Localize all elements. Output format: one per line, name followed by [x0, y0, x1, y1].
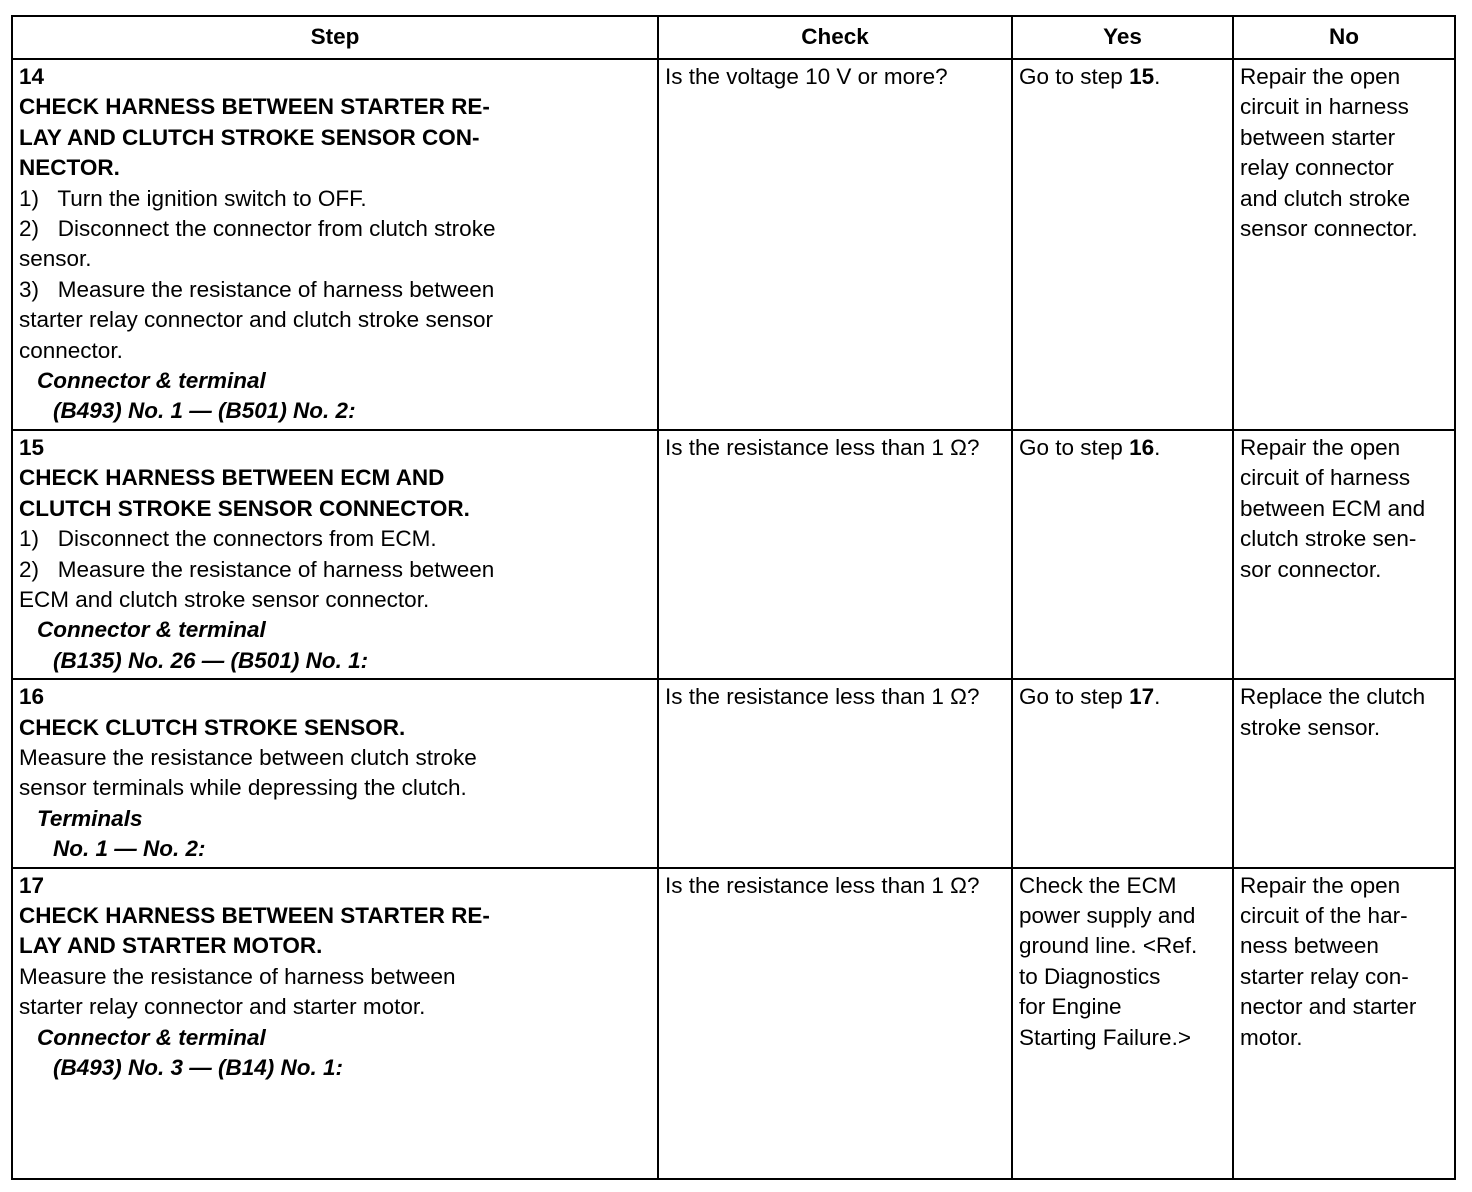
step-body [19, 713, 536, 865]
step-instruction-line: sensor terminals while depressing the clutch. [19, 775, 467, 801]
no-line: circuit in harness [1240, 94, 1409, 120]
step-title-line: LAY AND CLUTCH STROKE SENSOR CON- [19, 124, 480, 150]
no-line: between starter [1240, 124, 1396, 150]
spec-value: (B493) No. 1 — (B501) No. 2: [53, 398, 356, 424]
step-cell [12, 868, 658, 1179]
no-cell [1233, 679, 1455, 867]
step-instruction-line: Measure the resistance between clutch stroke [19, 744, 477, 770]
step-instruction-line: 3) Measure the resistance of harness between [19, 276, 495, 302]
no-line: motor. [1240, 1024, 1303, 1050]
yes-period: . [1154, 64, 1161, 89]
step-number: 16 [19, 684, 45, 710]
yes-text: Go to step [1019, 684, 1130, 710]
step-body [19, 901, 536, 1083]
header-no: No [1233, 16, 1455, 59]
step-title-line: CHECK HARNESS BETWEEN STARTER RE- [19, 94, 490, 120]
no-line: Repair the open [1240, 64, 1401, 89]
no-line: ness between [1240, 933, 1379, 959]
step-title-line: CHECK HARNESS BETWEEN STARTER RE- [19, 902, 490, 928]
no-cell [1233, 430, 1455, 679]
yes-cell [1012, 59, 1233, 430]
yes-cell [1012, 868, 1233, 1179]
yes-line: Check the ECM [1019, 872, 1177, 898]
yes-line: power supply and [1019, 902, 1196, 928]
yes-line: to Diagnostics [1019, 963, 1161, 989]
spec-value: No. 1 — No. 2: [53, 836, 206, 862]
no-line: clutch stroke sen- [1240, 526, 1417, 552]
spec-label: Connector & terminal [37, 1024, 266, 1050]
yes-period: . [1154, 684, 1161, 710]
no-line: stroke sensor. [1240, 714, 1381, 740]
no-line: nector and starter [1240, 994, 1417, 1020]
step-instruction-line: starter relay connector and clutch stroke sensor [19, 307, 493, 333]
spec-label: Terminals [37, 805, 143, 831]
header-yes: Yes [1012, 16, 1233, 59]
check-cell: Is the resistance less than 1 Ω? [658, 868, 1012, 1179]
no-cell [1233, 868, 1455, 1179]
yes-line: ground line. <Ref. [1019, 933, 1198, 959]
no-line: between ECM and [1240, 495, 1426, 521]
yes-step-number: 16 [1129, 434, 1155, 460]
step-instruction-line: Measure the resistance of harness between [19, 963, 456, 989]
step-instruction-line: 2) Measure the resistance of harness between [19, 556, 495, 582]
step-instruction-line: connector. [19, 337, 123, 363]
yes-period: . [1154, 434, 1161, 460]
no-line: Repair the open [1240, 872, 1401, 898]
yes-step-number: 17 [1129, 684, 1155, 710]
table-row [12, 430, 1455, 679]
step-title-line: CHECK HARNESS BETWEEN ECM AND [19, 465, 445, 491]
yes-text: Go to step [1019, 434, 1130, 460]
no-line: sensor connector. [1240, 216, 1418, 242]
diagnostic-table [11, 15, 1456, 1180]
step-cell [12, 59, 658, 430]
step-instruction-line: 1) Disconnect the connectors from ECM. [19, 526, 437, 552]
no-line: relay connector [1240, 155, 1394, 181]
table-row [12, 868, 1455, 1179]
no-line: and clutch stroke [1240, 185, 1411, 211]
step-instruction-line: sensor. [19, 246, 92, 272]
step-body [19, 463, 536, 676]
no-cell [1233, 59, 1455, 430]
step-body [19, 92, 536, 426]
yes-step-number: 15 [1129, 64, 1155, 89]
step-title-line: NECTOR. [19, 155, 120, 181]
no-line: sor connector. [1240, 556, 1382, 582]
step-instruction-line: 1) Turn the ignition switch to OFF. [19, 185, 367, 211]
spec-label: Connector & terminal [37, 368, 266, 394]
table-row [12, 679, 1455, 867]
header-step: Step [12, 16, 658, 59]
spec-value: (B135) No. 26 — (B501) No. 1: [53, 647, 369, 673]
check-cell: Is the resistance less than 1 Ω? [658, 430, 1012, 679]
no-line: circuit of harness [1240, 465, 1411, 491]
step-title-line: CLUTCH STROKE SENSOR CONNECTOR. [19, 495, 470, 521]
yes-cell [1012, 679, 1233, 867]
step-instruction-line: starter relay connector and starter motor. [19, 994, 426, 1020]
spec-value: (B493) No. 3 — (B14) No. 1: [53, 1055, 344, 1080]
step-cell [12, 430, 658, 679]
spec-label: Connector & terminal [37, 617, 266, 643]
step-title-line: CHECK CLUTCH STROKE SENSOR. [19, 714, 406, 740]
no-line: Replace the clutch [1240, 684, 1426, 710]
header-row [12, 16, 1455, 59]
step-number: 17 [19, 872, 45, 898]
header-check: Check [658, 16, 1012, 59]
check-cell: Is the voltage 10 V or more? [658, 59, 1012, 430]
no-line: circuit of the har- [1240, 902, 1408, 928]
step-number: 15 [19, 434, 45, 460]
no-line: Repair the open [1240, 434, 1401, 460]
yes-text: Go to step [1019, 64, 1130, 89]
yes-cell [1012, 430, 1233, 679]
table-row [12, 59, 1455, 430]
step-number: 14 [19, 64, 45, 89]
yes-line: Starting Failure.> [1019, 1024, 1191, 1050]
yes-line: for Engine [1019, 994, 1122, 1020]
step-title-line: LAY AND STARTER MOTOR. [19, 933, 323, 959]
no-line: starter relay con- [1240, 963, 1409, 989]
step-instruction-line: ECM and clutch stroke sensor connector. [19, 586, 430, 612]
step-cell [12, 679, 658, 867]
check-cell: Is the resistance less than 1 Ω? [658, 679, 1012, 867]
step-instruction-line: 2) Disconnect the connector from clutch stroke [19, 216, 496, 242]
